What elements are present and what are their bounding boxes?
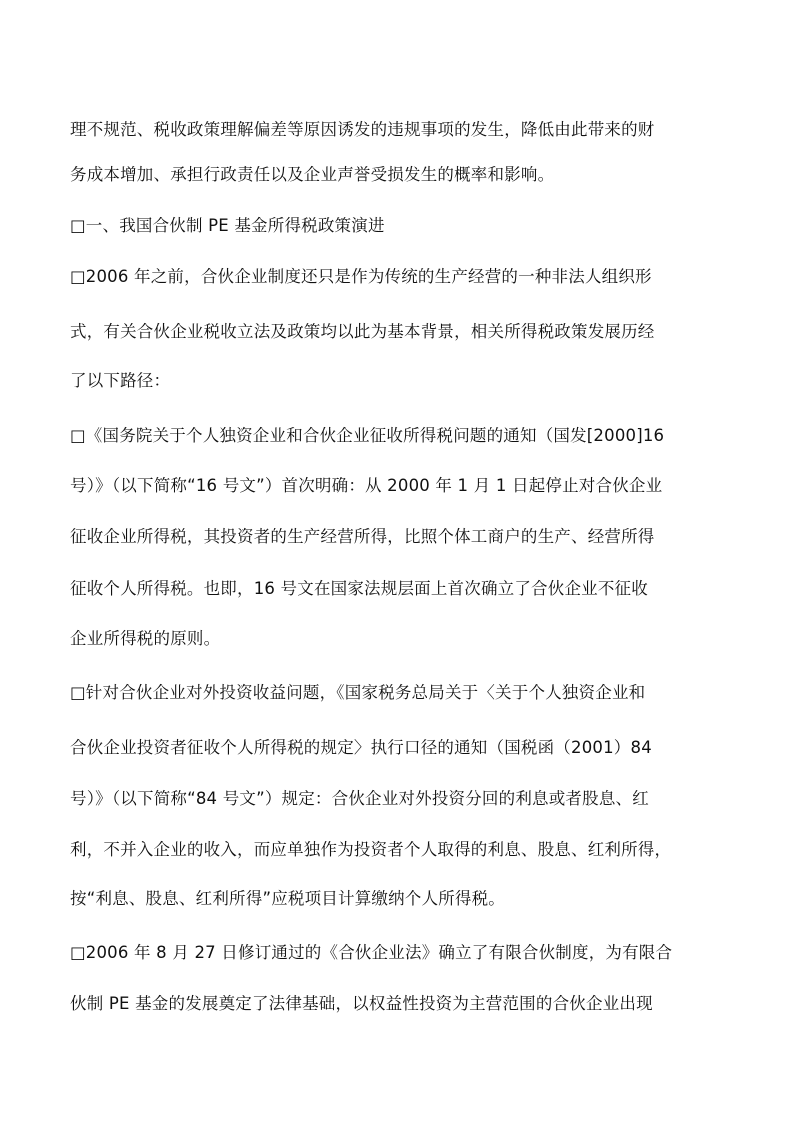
paragraph-line: □《国务院关于个人独资企业和合伙企业征收所得税问题的通知（国发[2000]16 (70, 426, 665, 445)
paragraph-line: 利，不并入企业的收入，而应单独作为投资者个人取得的利息、股息、红利所得， (70, 840, 672, 859)
paragraph-line: □针对合伙企业对外投资收益问题，《国家税务总局关于〈关于个人独资企业和 (70, 683, 646, 702)
paragraph-line: 号）》（以下简称“84 号文”）规定：合伙企业对外投资分回的利息或者股息、红 (70, 789, 649, 808)
paragraph-line: 伙制 PE 基金的发展奠定了法律基础，以权益性投资为主营范围的合伙企业出现 (70, 994, 653, 1013)
paragraph-line: 企业所得税的原则。 (70, 629, 221, 648)
paragraph-line: 了以下路径： (70, 371, 171, 390)
paragraph-line: 理不规范、税收政策理解偏差等原因诱发的违规事项的发生，降低由此带来的财 (70, 120, 655, 139)
paragraph-line: 合伙企业投资者征收个人所得税的规定〉执行口径的通知（国税函（2001）84 (70, 738, 652, 757)
paragraph-line: □2006 年 8 月 27 日修订通过的《合伙企业法》确立了有限合伙制度，为有限合 (70, 943, 673, 962)
paragraph-line: 按“利息、股息、红利所得”应税项目计算缴纳个人所得税。 (70, 889, 505, 908)
paragraph-line: 务成本增加、承担行政责任以及企业声誉受损发生的概率和影响。 (70, 165, 555, 184)
section-heading: □一、我国合伙制 PE 基金所得税政策演进 (70, 216, 385, 235)
paragraph-line: 征收个人所得税。也即，16 号文在国家法规层面上首次确立了合伙企业不征收 (70, 579, 648, 598)
paragraph-line: 征收企业所得税，其投资者的生产经营所得，比照个体工商户的生产、经营所得 (70, 527, 655, 546)
paragraph-line: 式，有关合伙企业税收立法及政策均以此为基本背景，相关所得税政策发展历经 (70, 322, 655, 341)
paragraph-line: □2006 年之前，合伙企业制度还只是作为传统的生产经营的一种非法人组织形 (70, 267, 652, 286)
paragraph-line: 号）》（以下简称“16 号文”）首次明确：从 2000 年 1 月 1 日起停止对合伙企业 (70, 476, 663, 495)
